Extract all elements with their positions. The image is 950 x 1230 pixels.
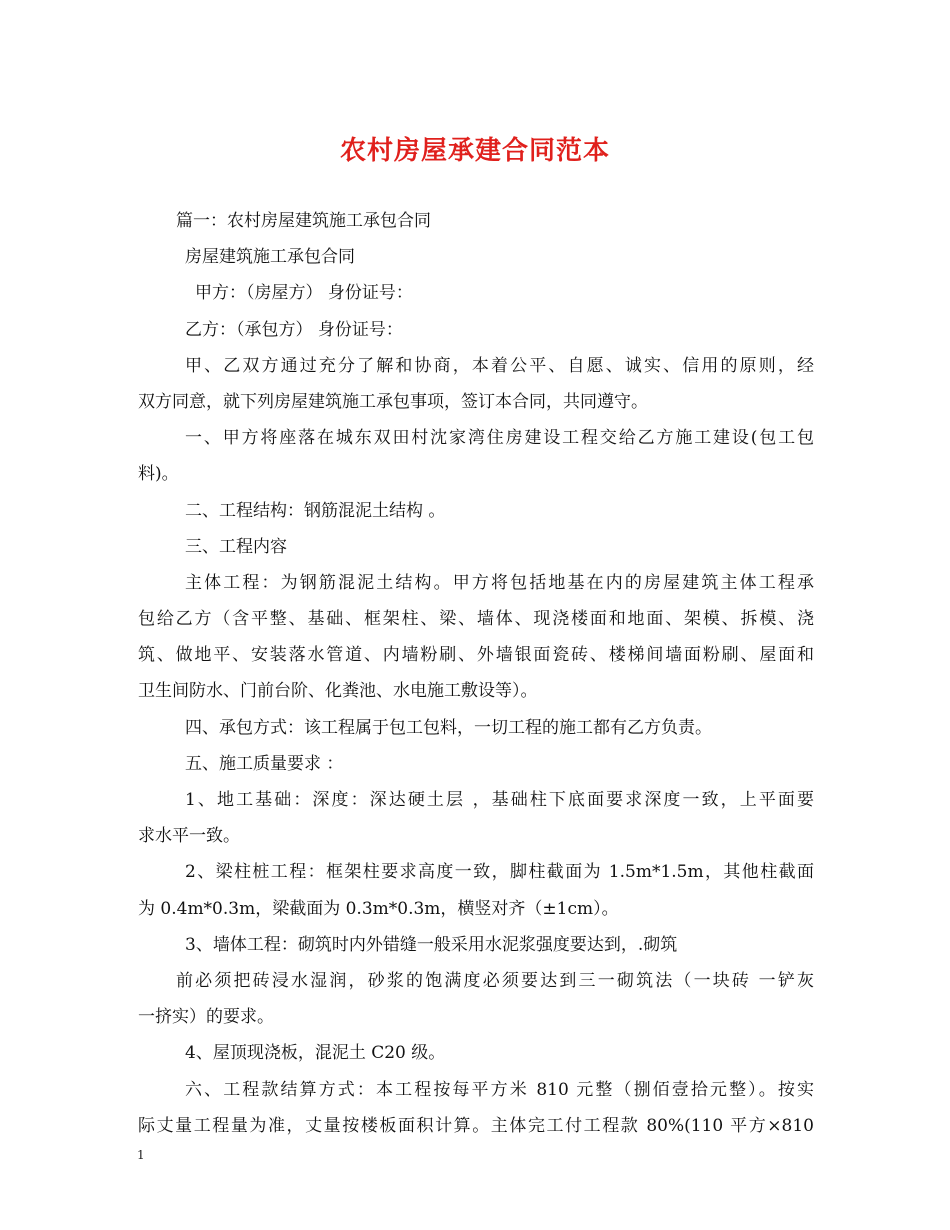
text-line: 4、屋顶现浇板，混泥土 C20 级。: [185, 1043, 446, 1064]
text-line: 乙方：（承包方） 身份证号：: [185, 319, 403, 340]
text-line: 际丈量工程量为准，丈量按楼板面积计算。主体完工付工程款 80%(110 平方×810: [138, 1115, 814, 1136]
page-number: 1: [137, 1148, 145, 1162]
text-line: 卫生间防水、门前台阶、化粪池、水电施工敷设等）。: [138, 681, 538, 702]
text-line: 三、工程内容: [185, 536, 287, 557]
text-line: 四、承包方式：该工程属于包工包料，一切工程的施工都有乙方负责。: [185, 717, 712, 738]
text-line: 求水平一致。: [138, 826, 240, 847]
document-body: [138, 203, 814, 1144]
text-line: 主体工程：为钢筋混泥土结构。甲方将包括地基在内的房屋建筑主体工程承: [185, 572, 814, 593]
text-line: 包给乙方（含平整、基础、框架柱、梁、墙体、现浇楼面和地面、架模、拆模、浇: [138, 609, 814, 630]
text-line: 双方同意，就下列房屋建筑施工承包事项，签订本合同，共同遵守。: [138, 391, 648, 412]
text-line: 2、梁柱桩工程：框架柱要求高度一致，脚柱截面为 1.5m*1.5m，其他柱截面: [185, 862, 814, 883]
text-line: 房屋建筑施工承包合同: [185, 247, 355, 268]
text-line: 六、工程款结算方式：本工程按每平方米 810 元整（捌佰壹拾元整）。按实: [185, 1079, 814, 1100]
text-line: 筑、做地平、安装落水管道、内墙粉刷、外墙银面瓷砖、楼梯间墙面粉刷、屋面和: [138, 645, 814, 666]
text-line: 篇一：农村房屋建筑施工承包合同: [176, 211, 431, 231]
document-title: 农村房屋承建合同范本: [339, 136, 610, 166]
text-line: 二、工程结构：钢筋混泥土结构 。: [185, 500, 446, 521]
text-line: 为 0.4m*0.3m，梁截面为 0.3m*0.3m，横竖对齐（±1cm）。: [138, 898, 619, 919]
text-line: 五、施工质量要求 ：: [185, 753, 344, 774]
text-line: 料)。: [138, 464, 179, 485]
text-line: 前必须把砖浸水湿润，砂浆的饱满度必须要达到三一砌筑法（一块砖 一铲灰: [176, 970, 814, 991]
text-line: 甲、乙双方通过充分了解和协商，本着公平、自愿、诚实、信用的原则，经: [185, 355, 814, 376]
text-line: 甲方：（房屋方） 身份证号：: [195, 283, 413, 304]
text-line: 一、甲方将座落在城东双田村沈家湾住房建设工程交给乙方施工建设(包工包: [185, 428, 814, 449]
text-line: 1、地工基础：深度：深达硬土层 ，基础柱下底面要求深度一致，上平面要: [185, 790, 814, 810]
text-line: 一挤实）的要求。: [138, 1007, 274, 1028]
text-line: 3、墙体工程：砌筑时内外错缝一般采用水泥浆强度要达到，.砌筑: [185, 934, 678, 955]
